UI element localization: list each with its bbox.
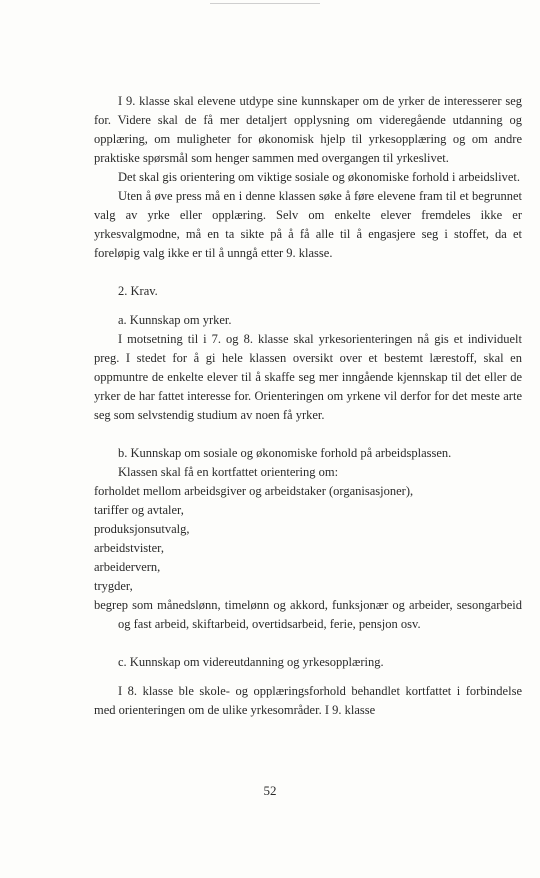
subsection-b-intro: Klassen skal få en kortfattet orientering om: <box>118 465 339 479</box>
list-item: begrep som månedslønn, timelønn og akkord, funksjonær og arbeider, sesongarbeid og fast arbeid, skiftarbeid, overtidsarbeid, ferie, pensjon osv. <box>94 598 522 631</box>
list-item: arbeidstvister, <box>94 541 164 555</box>
subsection-c-text: I 8. klasse ble skole- og opplæringsforhold behandlet kortfattet i forbindelse med orienteringen om de ulike yrkesområder. I 9. klasse <box>94 684 522 717</box>
list-item: trygder, <box>94 579 133 593</box>
subsection-a-text: I motsetning til i 7. og 8. klasse skal yrkesorienteringen nå gis et individuelt preg. I stedet for å gi hele klassen oversikt over et bestemt lærestoff, skal en oppmuntre de enkelte elever til å skaffe seg mer inngående kjennskap til det eller de yrker de har fattet interesse for. Orienteringen om yrkene vil derfor for det meste arte seg som selvstendig studium av noen få yrker. <box>94 332 522 422</box>
top-edge-line <box>210 3 320 4</box>
paragraph-2: Det skal gis orientering om viktige sosiale og økonomiske forhold i arbeidslivet. <box>118 170 521 184</box>
paragraph-1: I 9. klasse skal elevene utdype sine kunnskaper om de yrker de interesserer seg for. Videre skal de få mer detaljert opplysning om videregående utdanning og opplæring, om muligheter for økonomisk hjelp til yrkesopplæring og om andre praktiske spørsmål som henger sammen med overgangen til yrkeslivet. <box>94 94 522 165</box>
list-item: produksjonsutvalg, <box>94 522 190 536</box>
list-item: forholdet mellom arbeidsgiver og arbeidstaker (organisasjoner), <box>94 484 414 498</box>
section-heading-krav: 2. Krav. <box>118 284 158 298</box>
list-item: tariffer og avtaler, <box>94 503 184 517</box>
paragraph-3: Uten å øve press må en i denne klassen søke å føre elevene fram til et begrunnet valg av yrke eller opplæring. Selv om enkelte elever fremdeles ikke er yrkesvalgmodne, må en ta sikte på å få alle til å engasjere seg i stoffet, da et foreløpig valg ikke er til å unngå etter 9. klasse. <box>94 189 522 260</box>
subsection-b-list <box>94 482 522 634</box>
subsection-heading-c: c. Kunnskap om videreutdanning og yrkesopplæring. <box>118 655 384 669</box>
subsection-heading-a: a. Kunnskap om yrker. <box>118 313 232 327</box>
list-item: arbeidervern, <box>94 560 161 574</box>
page-number: 52 <box>263 783 277 798</box>
subsection-heading-b: b. Kunnskap om sosiale og økonomiske forhold på arbeidsplassen. <box>118 446 452 460</box>
body-text <box>94 92 522 720</box>
